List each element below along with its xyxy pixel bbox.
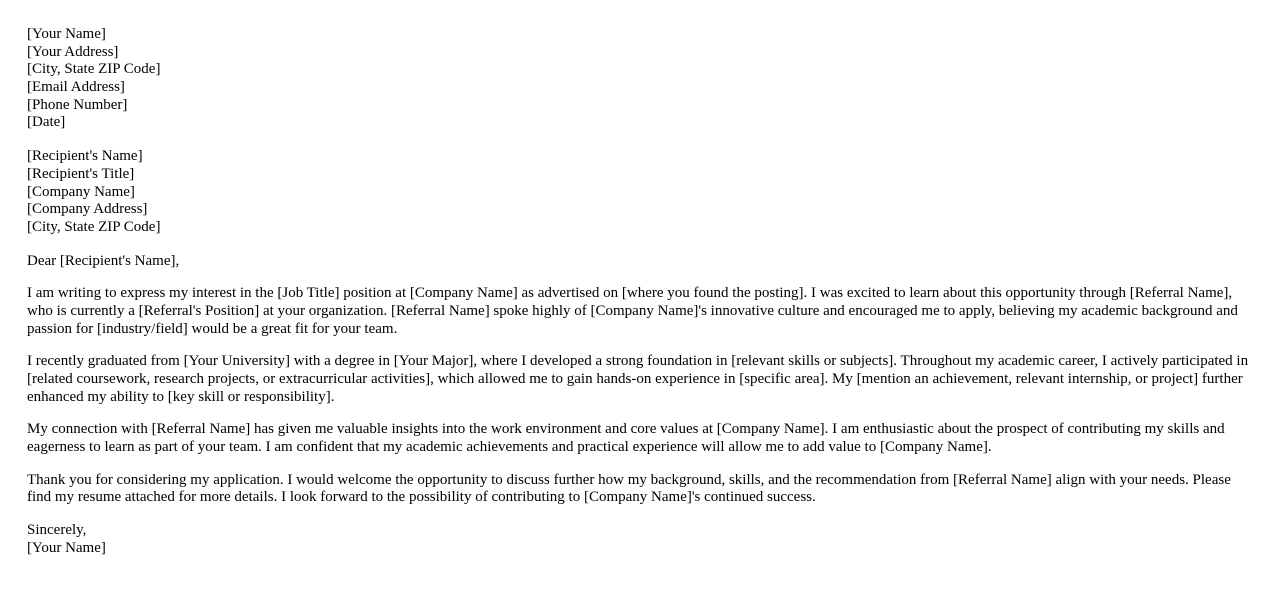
recipient-address-block	[27, 148, 1250, 236]
spacer-after-salutation	[27, 270, 1250, 285]
sender-line-phone: [Phone Number]	[27, 96, 128, 113]
spacer-after-paragraph-1	[27, 338, 1250, 353]
spacer-after-sender	[27, 132, 1250, 148]
recipient-line-company-address: [Company Address]	[27, 201, 148, 218]
sender-line-date: [Date]	[27, 114, 66, 131]
spacer-after-paragraph-4	[27, 507, 1250, 522]
recipient-line-city-state-zip: [City, State ZIP Code]	[27, 218, 161, 235]
spacer-after-paragraph-2	[27, 406, 1250, 421]
recipient-line-title: [Recipient's Title]	[27, 165, 135, 182]
body-paragraph-4: Thank you for considering my application. I would welcome the opportunity to discuss further how my background, skills, and the recommendation from [Referral Name] align with your needs. Please find my resume attached for more details. I look forward to the possibility of contributing to [Company Name]'s continued success.	[27, 471, 1231, 506]
signature-name: [Your Name]	[27, 539, 106, 556]
sender-line-city-state-zip: [City, State ZIP Code]	[27, 61, 161, 78]
closing-salutation: Sincerely,	[27, 522, 87, 539]
sender-line-address: [Your Address]	[27, 43, 119, 60]
sender-line-email: [Email Address]	[27, 79, 125, 96]
closing-block	[27, 522, 1250, 557]
body-paragraph-1: I am writing to express my interest in the [Job Title] position at [Company Name] as advertised on [where you found the posting]. I was excited to learn about this opportunity through [Referral Name], who is currently a [Referral's Position] at your organization. [Referral Name] spoke highly of [Company Name]'s innovative culture and encouraged me to apply, believing my academic background and passion for [industry/field] would be a great fit for your team.	[27, 285, 1238, 337]
salutation: Dear [Recipient's Name],	[27, 252, 180, 269]
recipient-line-company: [Company Name]	[27, 183, 135, 200]
recipient-line-name: [Recipient's Name]	[27, 148, 143, 165]
body-paragraph-3: My connection with [Referral Name] has given me valuable insights into the work environment and core values at [Company Name]. I am enthusiastic about the prospect of contributing my skills and eagerness to learn as part of your team. I am confident that my academic achievements and practical experience will allow me to add value to [Company Name].	[27, 421, 1225, 456]
sender-address-block	[27, 26, 1250, 132]
spacer-after-recipient	[27, 237, 1250, 253]
body-paragraph-2: I recently graduated from [Your University] with a degree in [Your Major], where I developed a strong foundation in [relevant skills or subjects]. Throughout my academic career, I actively participated in [related coursework, research projects, or extracurricular activities], which allowed me to gain hands-on experience in [specific area]. My [mention an achievement, relevant internship, or project] further enhanced my ability to [key skill or responsibility].	[27, 353, 1249, 405]
spacer-after-paragraph-3	[27, 457, 1250, 472]
sender-line-name: [Your Name]	[27, 26, 106, 42]
